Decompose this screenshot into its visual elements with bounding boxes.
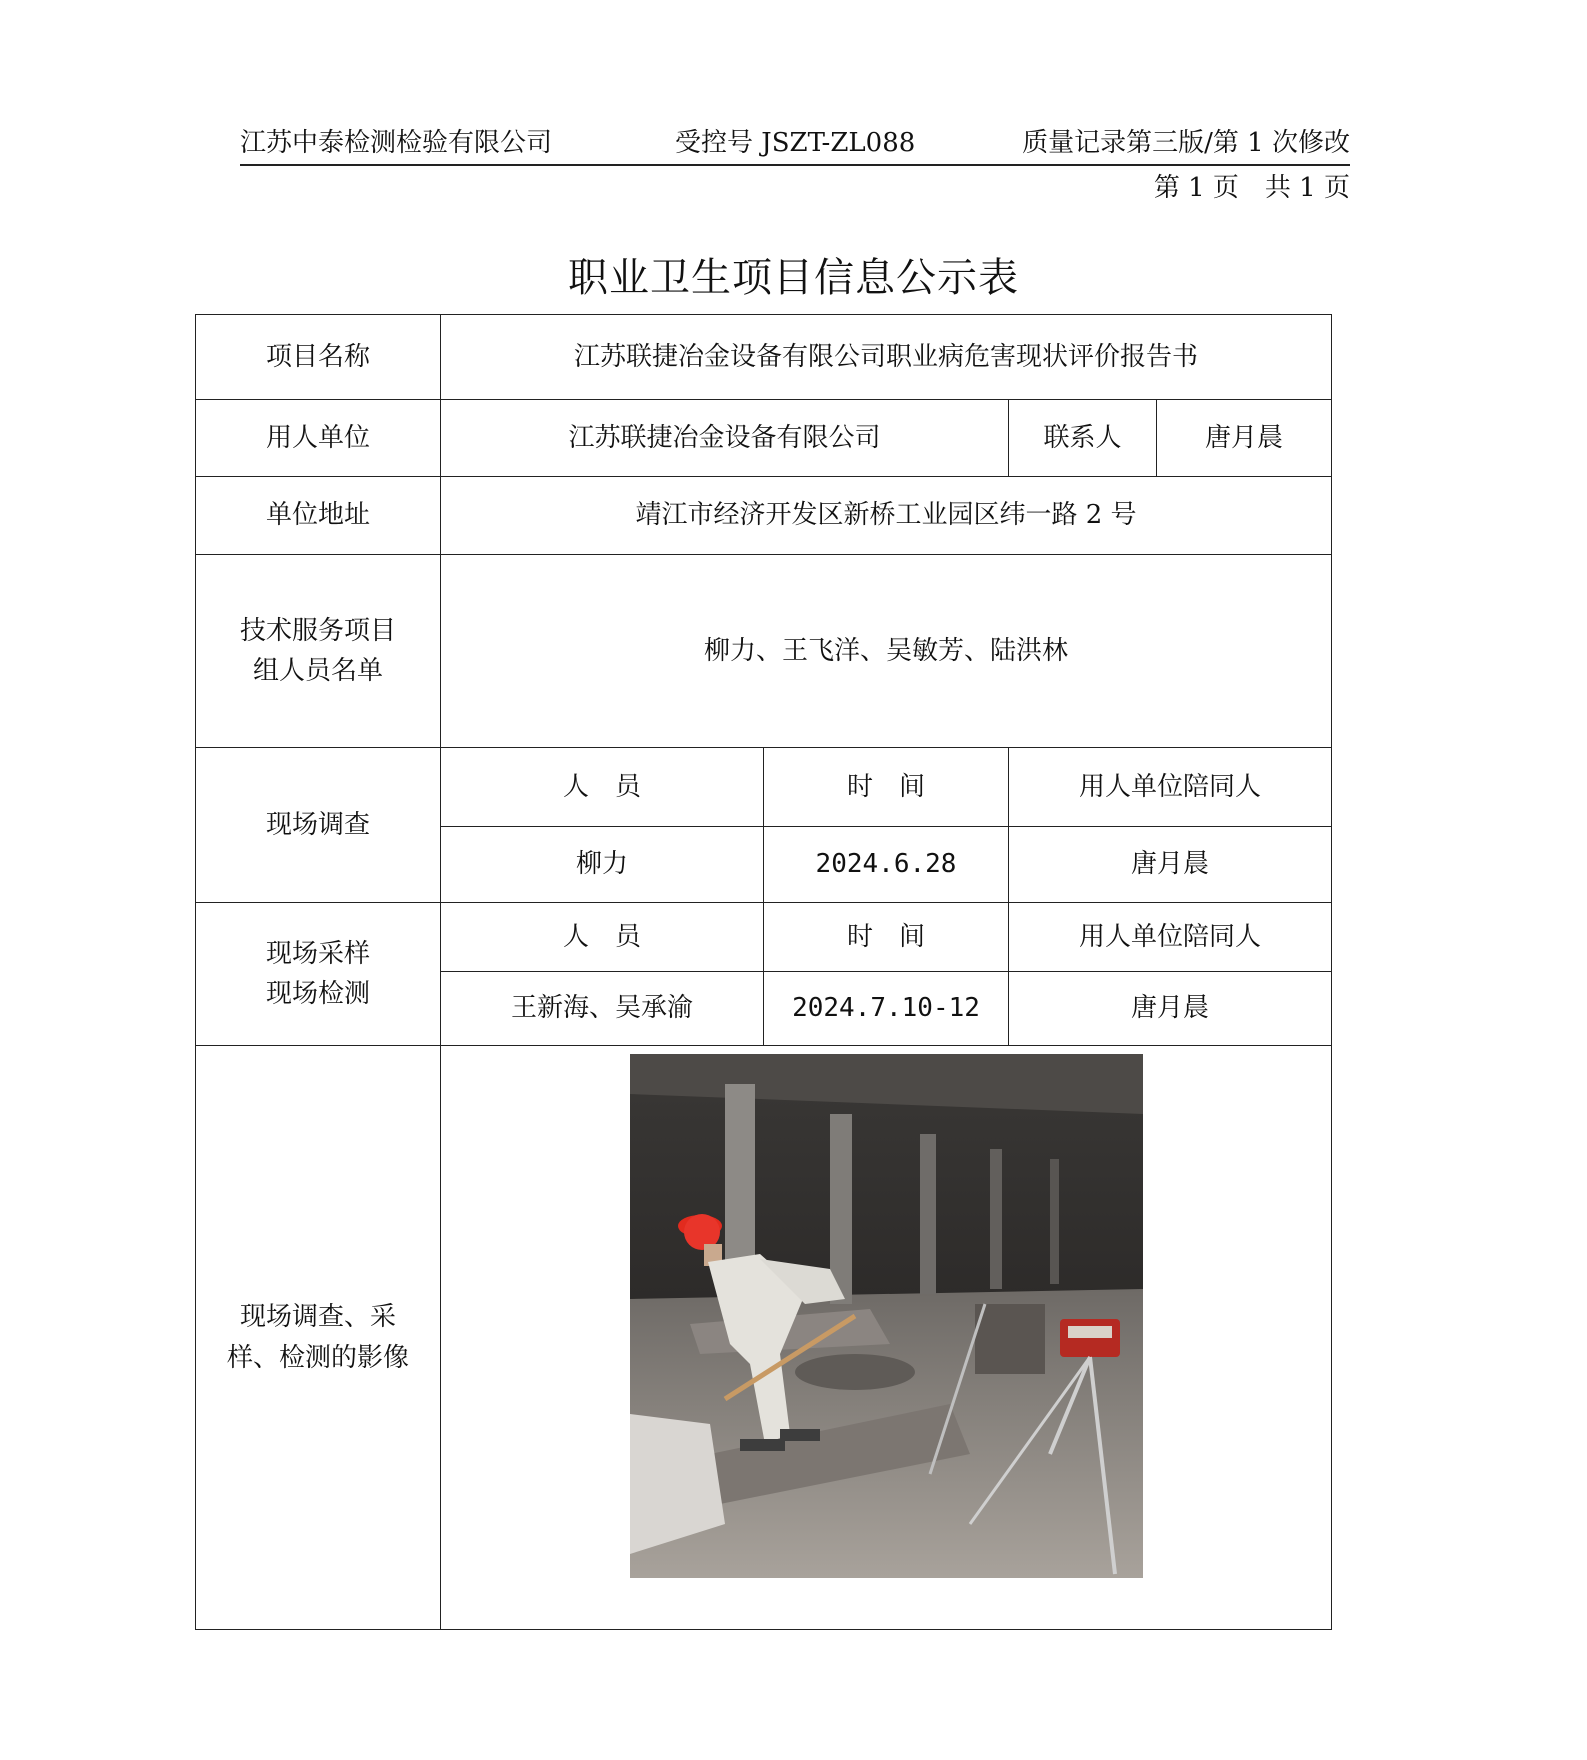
sampling-time: 2024.7.10-12	[764, 972, 1009, 1046]
survey-col-person: 人 员	[441, 748, 764, 827]
sampling-col-person: 人 员	[441, 903, 764, 972]
project-name-label: 项目名称	[196, 315, 441, 400]
survey-label: 现场调查	[196, 748, 441, 903]
employer-label: 用人单位	[196, 400, 441, 477]
row-project-name	[196, 315, 1332, 400]
document-title: 职业卫生项目信息公示表	[568, 255, 1019, 301]
image-label	[196, 1046, 441, 1630]
info-table	[195, 314, 1332, 1630]
contact-value: 唐月晨	[1157, 400, 1332, 477]
row-image	[196, 1046, 1332, 1630]
sampling-col-time: 时 间	[764, 903, 1009, 972]
row-address	[196, 477, 1332, 555]
header-rule	[240, 164, 1350, 166]
employer-value: 江苏联捷冶金设备有限公司	[441, 400, 1009, 477]
row-team	[196, 555, 1332, 748]
sampling-label	[196, 903, 441, 1046]
contact-label: 联系人	[1009, 400, 1157, 477]
header-control-number: 受控号 JSZT-ZL088	[675, 128, 916, 158]
site-photo	[630, 1054, 1143, 1578]
survey-escort: 唐月晨	[1009, 827, 1332, 903]
address-value: 靖江市经济开发区新桥工业园区纬一路 2 号	[441, 477, 1332, 555]
team-value: 柳力、王飞洋、吴敏芳、陆洪林	[441, 555, 1332, 748]
survey-col-escort: 用人单位陪同人	[1009, 748, 1332, 827]
page-number: 第 1 页 共 1 页	[1153, 173, 1350, 203]
row-sampling-header	[196, 903, 1332, 972]
row-employer	[196, 400, 1332, 477]
image-cell	[441, 1046, 1332, 1630]
header-edition: 质量记录第三版/第 1 次修改	[1022, 128, 1350, 158]
sampling-label-text: 现场采样现场检测	[265, 938, 370, 1009]
survey-col-time: 时 间	[764, 748, 1009, 827]
sampling-escort: 唐月晨	[1009, 972, 1332, 1046]
survey-time: 2024.6.28	[764, 827, 1009, 903]
sampling-col-escort: 用人单位陪同人	[1009, 903, 1332, 972]
row-survey-header	[196, 748, 1332, 827]
survey-person: 柳力	[441, 827, 764, 903]
project-name-value: 江苏联捷冶金设备有限公司职业病危害现状评价报告书	[441, 315, 1332, 400]
sampling-person: 王新海、吴承渝	[441, 972, 764, 1046]
team-label-text: 技术服务项目组人员名单	[239, 615, 396, 686]
image-label-text: 现场调查、采样、检测的影像	[226, 1302, 409, 1373]
team-label	[196, 555, 441, 748]
address-label: 单位地址	[196, 477, 441, 555]
header-company: 江苏中泰检测检验有限公司	[240, 128, 553, 158]
